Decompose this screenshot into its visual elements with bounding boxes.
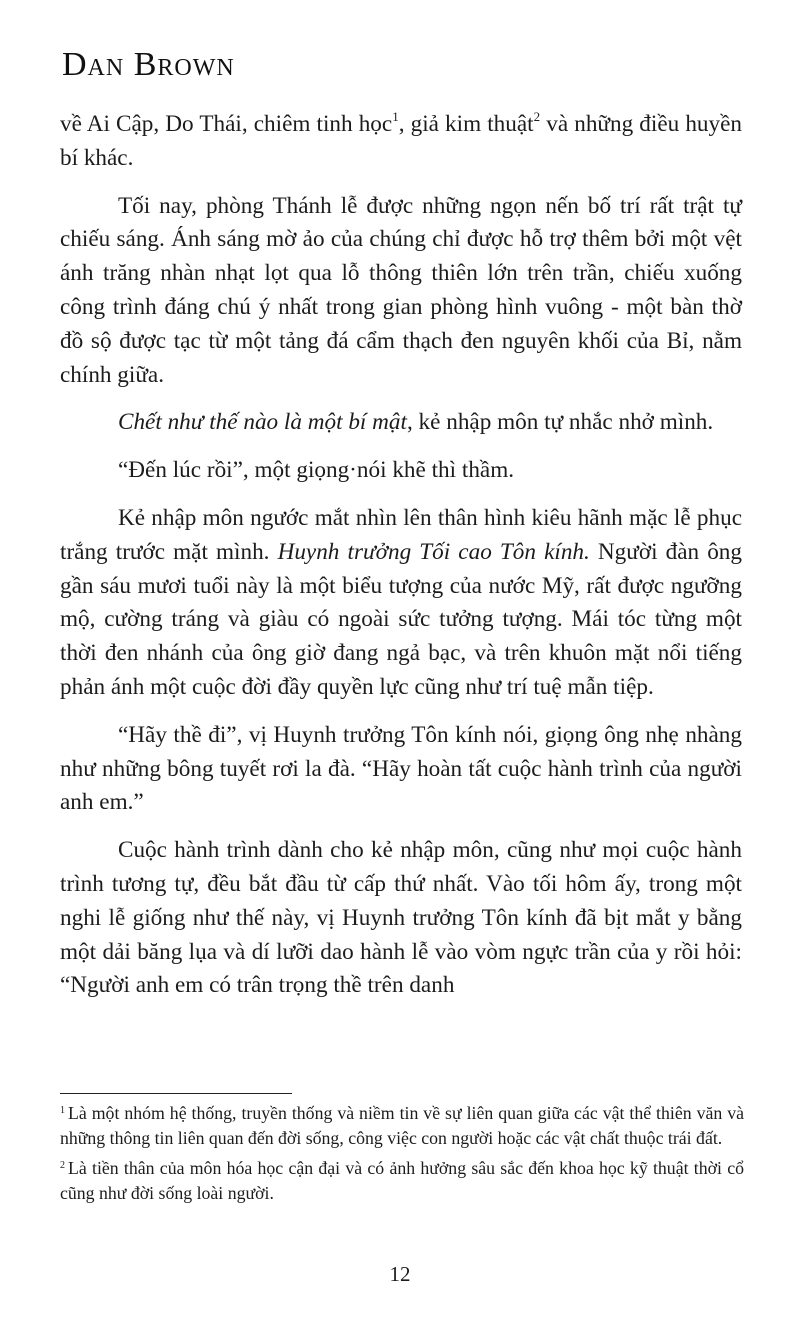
paragraph-5-italic: Huynh trưởng Tối cao Tôn kính. [277, 538, 590, 565]
footnote-1 [60, 1101, 744, 1150]
paragraph-4: “Đến lúc rồi”, một giọng·nói khẽ thì thầm. [118, 457, 515, 484]
footnote-ref-1: 1 [392, 109, 399, 125]
footnote-divider [60, 1093, 292, 1094]
paragraph-1-text: về Ai Cập, Do Thái, chiêm tinh học [60, 111, 393, 137]
paragraph-3-rest: , kẻ nhập môn tự nhắc nhở mình. [406, 409, 714, 436]
paragraph-6: “Hãy thề đi”, vị Huynh trưởng Tôn kính nói, giọng ông nhẹ nhàng như những bông tuyết rơi la đà. “Hãy hoàn tất cuộc hành trình của người anh em.” [60, 721, 742, 816]
footnote-text-2: Là tiền thân của môn hóa học cận đại và có ảnh hưởng sâu sắc đến khoa học kỹ thuật thời cổ cũng như đời sống loài người. [60, 1158, 744, 1203]
paragraph-7: Cuộc hành trình dành cho kẻ nhập môn, cũng như mọi cuộc hành trình tương tự, đều bắt đầu từ cấp thứ nhất. Vào tối hôm ấy, trong một nghi lễ giống như thế này, vị Huynh trưởng Tôn kính đã bịt mắt y bằng một dải băng lụa và dí lưỡi dao hành lễ vào vòm ngực trần của y rồi hỏi: “Người anh em có trân trọng thề trên danh [60, 837, 742, 999]
footnote-mark-2: 2 [60, 1160, 65, 1171]
paragraph-5-start: Kẻ nhập môn ngước mắt nhìn lên thân hình kiêu hãnh mặc lễ phục trắng trước mặt mình. [60, 504, 742, 565]
running-header-author: Dan Brown [62, 46, 235, 83]
paragraph-5-rest: Người đàn ông gần sáu mươi tuổi này là một biểu tượng của nước Mỹ, rất được ngưỡng mộ, cường tráng và giàu có ngoài sức tưởng tượng. Mái tóc từng một thời đen nhánh của ông giờ đang ngả bạc, và trên khuôn mặt nổi tiếng phản ánh một cuộc đời đầy quyền lực cũng như trí tuệ mẫn tiệp. [60, 538, 742, 700]
footnote-ref-2: 2 [533, 109, 541, 125]
paragraph-3 [60, 406, 742, 440]
paragraph-3-italic: Chết như thế nào là một bí mật [118, 409, 407, 436]
page-number: 12 [389, 1262, 411, 1286]
body-text [60, 108, 742, 1017]
footnote-mark-1: 1 [60, 1105, 65, 1116]
paragraph-1-end: và những điều huyền bí khác. [60, 111, 742, 171]
footnote-2 [60, 1156, 744, 1205]
paragraph-5 [60, 502, 742, 705]
paragraph-2: Tối nay, phòng Thánh lễ được những ngọn nến bố trí rất trật tự chiếu sáng. Ánh sáng mờ ảo của chúng chỉ được hỗ trợ thêm bởi một vệt ánh trăng nhàn nhạt lọt qua lỗ thông thiên lớn trên trần, chiếu xuống công trình đáng chú ý nhất trong gian phòng hình vuông - một bàn thờ đồ sộ được tạc từ một tảng đá cẩm thạch đen nguyên khối của Bỉ, nằm chính giữa. [60, 192, 742, 388]
paragraph-1 [60, 108, 742, 176]
footnote-text-1: Là một nhóm hệ thống, truyền thống và niềm tin về sự liên quan giữa các vật thể thiên văn và những thông tin liên quan đến đời sống, công việc con người hoặc các vật chất thuộc trái đất. [60, 1103, 744, 1148]
paragraph-1-mid: , giả kim thuật [398, 111, 534, 137]
footnotes [60, 1101, 744, 1211]
